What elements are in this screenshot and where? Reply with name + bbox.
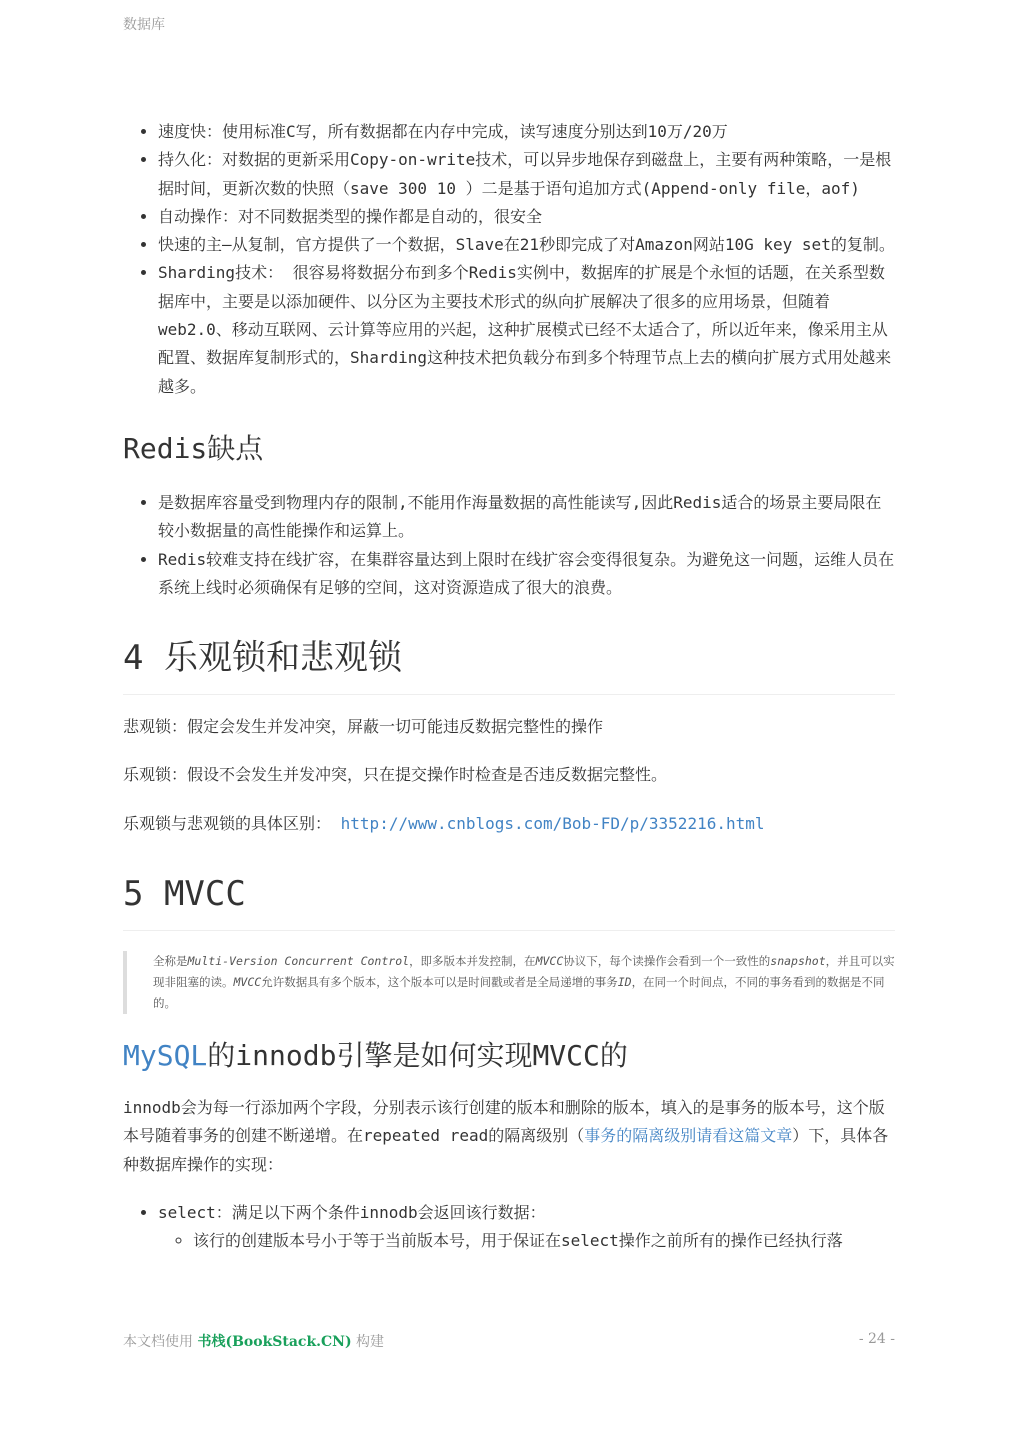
redis-disadvantages-list <box>123 489 895 602</box>
select-conditions-list <box>158 1227 895 1255</box>
redis-disadvantages-heading: Redis缺点 <box>123 431 264 465</box>
list-item: • Redis较难支持在线扩容，在集群容量达到上限时在线扩容会变得很复杂。为避免这一问题，运维人员在系统上线时必须确保有足够的空间，这对资源造成了很大的浪费。 <box>158 546 895 603</box>
paragraph-text: ）下，具体各种数据库操作的实现： <box>123 1126 889 1174</box>
section-5-heading: 5 MVCC <box>123 872 895 931</box>
quote-text: 协议下，每个读操作会看到一个一致性的 <box>563 954 771 969</box>
bookstack-brand-link[interactable]: 书栈(BookStack.CN) <box>197 1334 352 1350</box>
lock-difference-paragraph <box>123 810 895 838</box>
quote-term: MVCC <box>233 975 262 990</box>
footer-credit <box>123 1331 384 1351</box>
optimistic-lock-paragraph: 乐观锁：假设不会发生并发冲突，只在提交操作时检查是否违反数据完整性。 <box>123 765 668 785</box>
heading-text: 的innodb引擎是如何实现MVCC的 <box>207 1039 628 1073</box>
pessimistic-lock-paragraph: 悲观锁：假定会发生并发冲突，屏蔽一切可能违反数据完整性的操作 <box>123 717 604 737</box>
select-item-text: select：满足以下两个条件innodb会返回该行数据： <box>158 1202 546 1222</box>
quote-text: 全称是 <box>153 954 188 969</box>
quote-text: ，即多版本并发控制，在 <box>409 954 536 969</box>
list-item: • 自动操作：对不同数据类型的操作都是自动的，很安全 <box>158 203 895 231</box>
cnblogs-link[interactable]: http://www.cnblogs.com/Bob-FD/p/3352216.html <box>340 813 765 833</box>
quote-text: 允许数据具有多个版本，这个版本可以是时间戳或者是全局递增的事务 <box>261 975 618 990</box>
list-item: • Sharding技术： 很容易将数据分布到多个Redis实例中，数据库的扩展是个永恒的话题，在关系型数据库中，主要是以添加硬件、以分区为主要技术形式的纵向扩展解决了很多的应用场景，但随着web2.0、移动互联网、云计算等应用的兴起，这种扩展模式已经不太适合了，所以近年来，像采用主从配置、数据库复制形式的，Sharding这种技术把负载分布到多个特理节点上去的横向扩展方式用处越来越多。 <box>158 259 895 400</box>
page-header-label: 数据库 <box>123 17 165 33</box>
section-4-heading: 4 乐观锁和悲观锁 <box>123 636 895 695</box>
quote-text: ，并且可以实现非阻塞的读。 <box>153 954 895 990</box>
lock-difference-label: 乐观锁与悲观锁的具体区别： <box>123 813 332 833</box>
isolation-level-link[interactable]: 事务的隔离级别请看这篇文章 <box>584 1126 793 1146</box>
redis-advantages-list <box>123 118 895 401</box>
list-item-select <box>158 1199 895 1256</box>
innodb-operations-list <box>123 1199 895 1256</box>
footer-prefix: 本文档使用 <box>123 1334 198 1350</box>
list-item: • 快速的主–从复制，官方提供了一个数据，Slave在21秒即完成了对Amazon网站10G key set的复制。 <box>158 231 895 259</box>
footer-suffix: 构建 <box>351 1334 385 1350</box>
innodb-paragraph <box>123 1094 895 1179</box>
innodb-mvcc-heading <box>123 1036 895 1076</box>
paragraph-text: innodb会为每一行添加两个字段，分别表示该行创建的版本和删除的版本，填入的是事务的版本号，这个版本号随着事务的创建不断递增。在repeated read的隔离级别（ <box>123 1098 885 1146</box>
quote-term: ID <box>617 975 632 990</box>
quote-term: snapshot <box>770 954 826 969</box>
quote-term: MVCC <box>535 954 564 969</box>
list-item: • 持久化：对数据的更新采用Copy-on-write技术，可以异步地保存到磁盘上，主要有两种策略，一是根据时间，更新次数的快照（save 300 10 ）二是基于语句追加方式(Append-only file，aof) <box>158 146 895 203</box>
quote-text: ，在同一个时间点，不同的事务看到的数据是不同的。 <box>153 975 885 1011</box>
mvcc-blockquote <box>123 951 895 1014</box>
list-item: • 是数据库容量受到物理内存的限制,不能用作海量数据的高性能读写,因此Redis适合的场景主要局限在较小数据量的高性能操作和运算上。 <box>158 489 895 546</box>
list-item: • 速度快：使用标准C写，所有数据都在内存中完成，读写速度分别达到10万/20万 <box>158 118 895 146</box>
document-body <box>123 118 895 1256</box>
mysql-link[interactable]: MySQL <box>123 1039 208 1073</box>
page-number: - 24 - <box>858 1331 895 1347</box>
list-item: ◦ 该行的创建版本号小于等于当前版本号，用于保证在select操作之前所有的操作已经执行落 <box>193 1227 895 1255</box>
quote-term: Multi-Version Concurrent Control <box>187 954 410 969</box>
